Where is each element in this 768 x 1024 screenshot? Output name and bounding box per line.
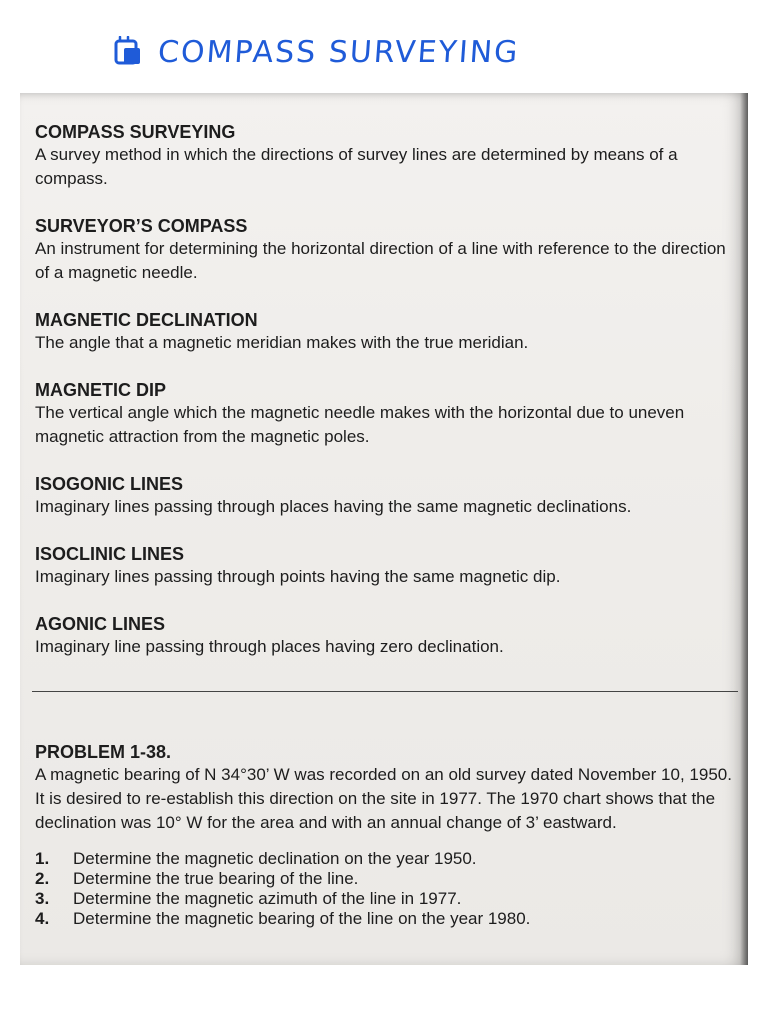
sticky-note-icon [112,36,144,68]
term-compass-surveying [35,121,741,191]
term-isoclinic-lines [35,543,741,589]
term-definition: Imaginary line passing through places having zero declination. [35,637,504,656]
list-item [35,889,745,909]
term-surveyors-compass [35,215,741,285]
term-definition: A survey method in which the directions of survey lines are determined by means of a compass. [35,145,678,188]
question-number: 3. [35,889,50,908]
question-text: Determine the magnetic bearing of the line on the year 1980. [73,909,531,928]
term-isogonic-lines [35,473,741,519]
term-definition: The angle that a magnetic meridian makes with the true meridian. [35,333,529,352]
term-heading: ISOGONIC LINES [35,474,184,494]
term-magnetic-dip [35,379,741,449]
question-text: Determine the true bearing of the line. [73,869,359,888]
term-heading: COMPASS SURVEYING [35,122,236,142]
section-divider [32,691,738,692]
list-item [35,909,745,929]
list-item [35,849,745,869]
handwritten-header [112,30,519,74]
page-title: COMPASS SURVEYING [156,34,521,70]
term-heading: MAGNETIC DECLINATION [35,310,258,330]
list-item [35,869,745,889]
term-magnetic-declination [35,309,741,355]
definitions-section [35,121,741,683]
question-number: 2. [35,869,50,888]
question-number: 4. [35,909,50,928]
problem-title: PROBLEM 1-38. [35,742,172,762]
term-heading: ISOCLINIC LINES [35,544,185,564]
question-number: 1. [35,849,50,868]
term-heading: AGONIC LINES [35,614,166,634]
term-definition: Imaginary lines passing through points having the same magnetic dip. [35,567,561,586]
question-list [35,849,745,929]
problem-section [35,741,745,929]
problem-statement: A magnetic bearing of N 34°30’ W was recorded on an old survey dated November 10, 1950. It is desired to re-establish this direction on the site in 1977. The 1970 chart shows that the declination was 10° W for the area and with an annual change of 3’ eastward. [35,765,732,832]
question-text: Determine the magnetic declination on the year 1950. [73,849,477,868]
question-text: Determine the magnetic azimuth of the line in 1977. [73,889,462,908]
term-heading: MAGNETIC DIP [35,380,167,400]
term-heading: SURVEYOR’S COMPASS [35,216,248,236]
book-page-photo [20,93,748,965]
term-agonic-lines [35,613,741,659]
term-definition: An instrument for determining the horizontal direction of a line with reference to the direction of a magnetic needle. [35,239,726,282]
term-definition: The vertical angle which the magnetic needle makes with the horizontal due to uneven magnetic attraction from the magnetic poles. [35,403,685,446]
term-definition: Imaginary lines passing through places having the same magnetic declinations. [35,497,632,516]
